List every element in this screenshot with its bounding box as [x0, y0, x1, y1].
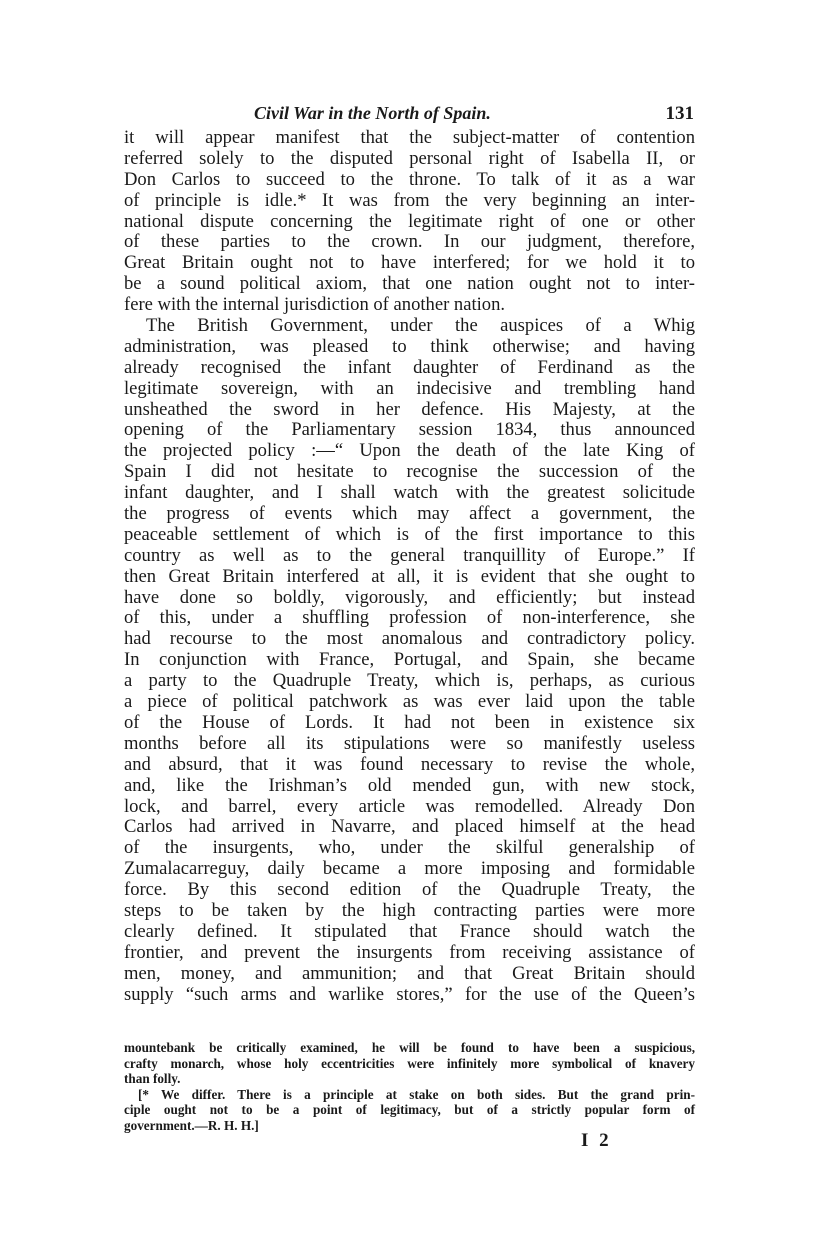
- text-line: it will appear manifest that the subject-matter of contention: [124, 127, 695, 148]
- text-line: clearly defined. It stipulated that France should watch the: [124, 920, 695, 942]
- text-line: peaceable settlement of which is of the first importance to this: [124, 523, 695, 545]
- text-line: frontier, and prevent the insurgents from receiving assistance of: [124, 941, 695, 963]
- running-head: [124, 103, 694, 129]
- text-line: of the insurgents, who, under the skilful generalship of: [124, 837, 695, 859]
- signature-mark: I 2: [581, 1130, 612, 1151]
- text-line: men, money, and ammunition; and that Great Britain should: [124, 962, 695, 984]
- text-line: of principle is idle.* It was from the very beginning an inter-: [124, 189, 695, 211]
- text-line: have done so boldly, vigorously, and efficiently; but instead: [124, 586, 695, 608]
- text-line: legitimate sovereign, with an indecisive and trembling hand: [124, 377, 695, 399]
- page-number: 131: [665, 103, 694, 124]
- text-line: the projected policy :—“ Upon the death of the late King of: [124, 440, 695, 462]
- text-line: of the House of Lords. It had not been in existence six: [124, 711, 695, 733]
- footnotes: [124, 1040, 695, 1133]
- text-line: had recourse to the most anomalous and contradictory policy.: [124, 628, 695, 650]
- text-line: Spain I did not hesitate to recognise the succession of the: [124, 461, 695, 483]
- text-line: a piece of political patchwork as was ever laid upon the table: [124, 691, 695, 713]
- text-line: administration, was pleased to think otherwise; and having: [124, 335, 695, 357]
- text-line: already recognised the infant daughter of Ferdinand as the: [124, 356, 695, 378]
- footnote-line: ciple ought not to be a point of legitimacy, but of a strictly popular form of: [124, 1102, 695, 1117]
- text-line: Zumalacarreguy, daily became a more imposing and formidable: [124, 858, 695, 880]
- text-line: months before all its stipulations were so manifestly useless: [124, 732, 695, 754]
- text-line: then Great Britain interfered at all, it is evident that she ought to: [124, 565, 695, 587]
- text-line: Carlos had arrived in Navarre, and placed himself at the head: [124, 816, 695, 838]
- text-line: referred solely to the disputed personal right of Isabella II, or: [124, 147, 695, 169]
- text-line: Don Carlos to succeed to the throne. To talk of it as a war: [124, 168, 695, 190]
- text-line: national dispute concerning the legitimate right of one or other: [124, 210, 695, 232]
- text-line: and, like the Irishman’s old mended gun, with new stock,: [124, 774, 695, 796]
- text-line: Great Britain ought not to have interfered; for we hold it to: [124, 252, 695, 274]
- text-line: lock, and barrel, every article was remodelled. Already Don: [124, 795, 695, 817]
- footnote-line: crafty monarch, whose holy eccentricities were infinitely more symbolical of knavery: [124, 1055, 695, 1071]
- running-title: Civil War in the North of Spain.: [254, 103, 491, 123]
- text-line: In conjunction with France, Portugal, and Spain, she became: [124, 649, 695, 671]
- text-line: of these parties to the crown. In our judgment, therefore,: [124, 231, 695, 253]
- text-line: force. By this second edition of the Quadruple Treaty, the: [124, 879, 695, 901]
- text-line: fere with the internal jurisdiction of another nation.: [124, 294, 506, 316]
- text-line: steps to be taken by the high contracting parties were more: [124, 899, 695, 921]
- text-line: unsheathed the sword in her defence. His Majesty, at the: [124, 398, 695, 420]
- body-text: [124, 128, 695, 1005]
- text-line: country as well as to the general tranquillity of Europe.” If: [124, 544, 695, 566]
- footnote-line: government.—R. H. H.]: [124, 1117, 259, 1133]
- footnote-line: than folly.: [124, 1071, 181, 1086]
- text-line: a party to the Quadruple Treaty, which is, perhaps, as curious: [124, 670, 695, 692]
- text-line: infant daughter, and I shall watch with the greatest solicitude: [124, 482, 695, 504]
- text-line: supply “such arms and warlike stores,” for the use of the Queen’s: [124, 983, 695, 1005]
- text-line: of this, under a shuffling profession of non-interference, she: [124, 607, 695, 629]
- text-line: the progress of events which may affect a government, the: [124, 503, 695, 525]
- text-line: and absurd, that it was found necessary to revise the whole,: [124, 753, 695, 775]
- text-line: opening of the Parliamentary session 1834, thus announced: [124, 419, 695, 441]
- text-line: be a sound political axiom, that one nation ought not to inter-: [124, 273, 695, 295]
- footnote-line: [* We differ. There is a principle at stake on both sides. But the grand prin-: [138, 1086, 695, 1102]
- text-line: The British Government, under the auspices of a Whig: [146, 315, 695, 337]
- footnote-line: mountebank be critically examined, he will be found to have been a suspicious,: [124, 1040, 695, 1055]
